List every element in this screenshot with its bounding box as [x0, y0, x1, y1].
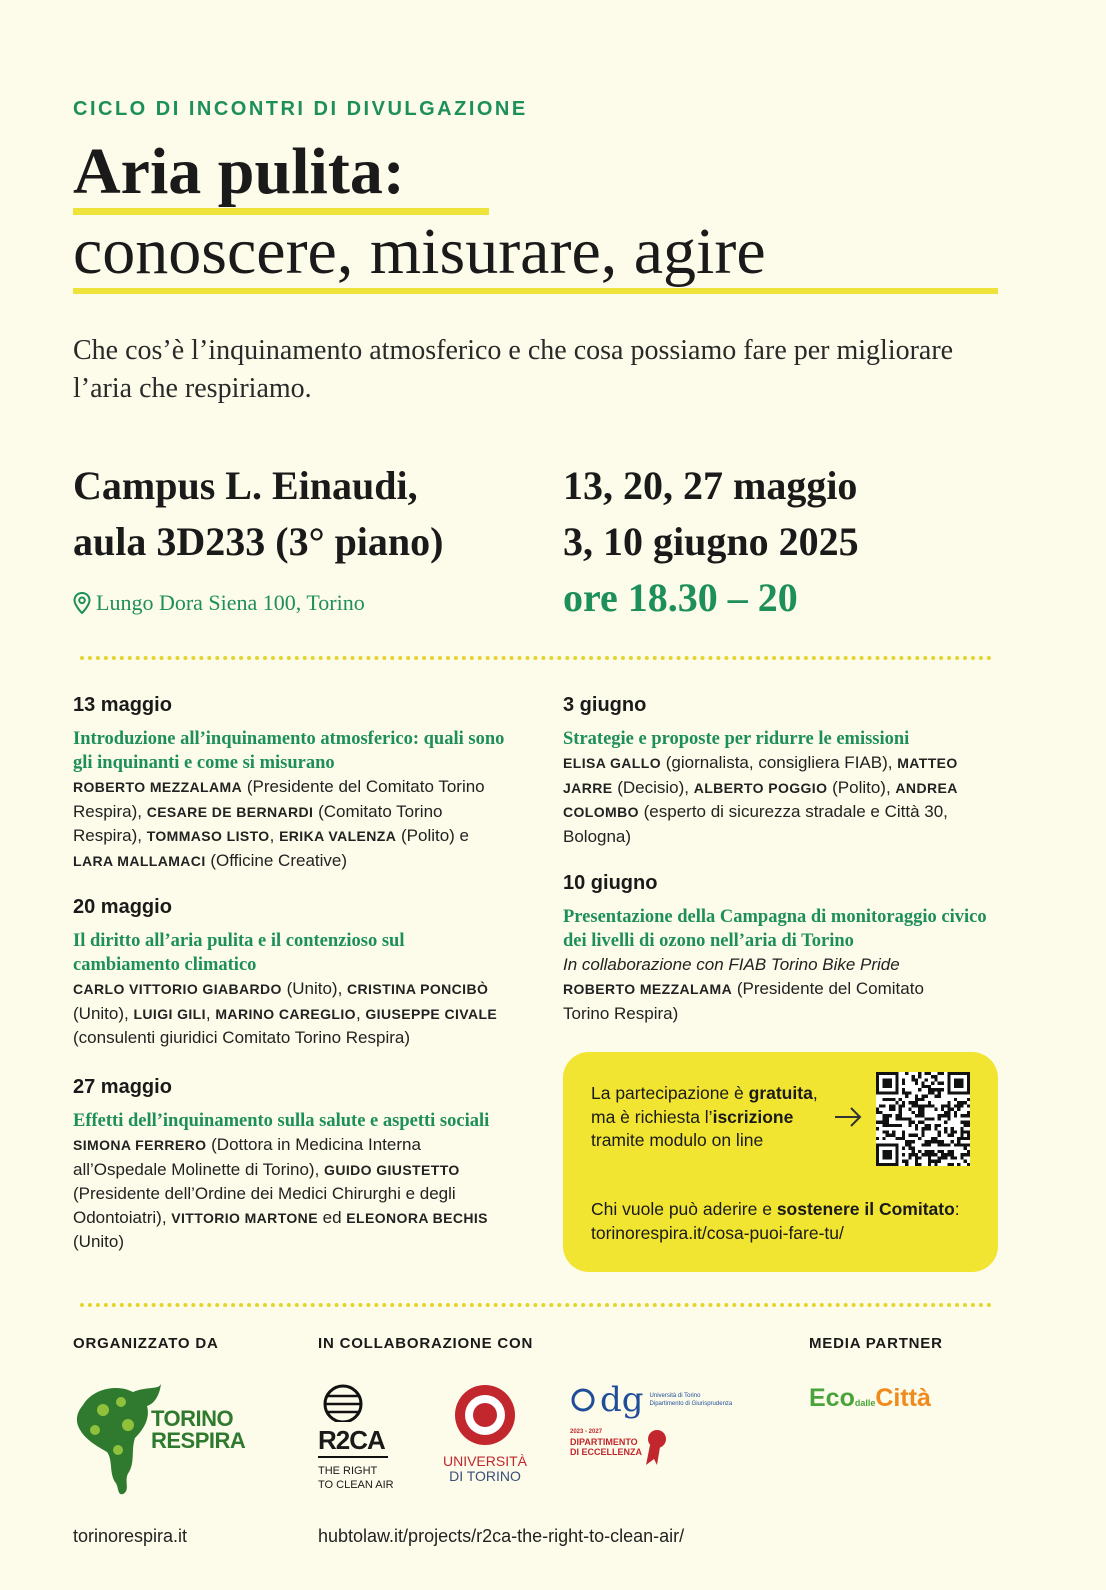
speaker-name: MATTEO JARRE	[563, 755, 958, 796]
registration-text-e: tramite modulo on line	[591, 1130, 764, 1150]
event-day: 20 maggio	[73, 896, 172, 918]
event-20-maggio	[73, 896, 513, 1050]
event-speakers	[73, 775, 513, 873]
speaker-affiliation: (Presidente del Comitato Torino Respira),	[73, 777, 485, 821]
r2ca-tagline-2: TO CLEAN AIR	[318, 1479, 394, 1491]
intro-text: Che cos’è l’inquinamento atmosferico e che cosa possiamo fare per migliorare l’aria che respiriamo.	[73, 335, 954, 404]
speaker-affiliation: (Comitato Torino Respira),	[73, 801, 443, 845]
event-day: 3 giugno	[563, 694, 647, 716]
speaker-affiliation: (Decisio),	[612, 777, 694, 797]
speaker-affiliation: (Polito),	[827, 777, 896, 797]
event-speakers	[563, 751, 983, 848]
event-speakers	[73, 1133, 513, 1254]
speaker-name: CARLO VITTORIO GIABARDO	[73, 981, 282, 997]
event-day: 27 maggio	[73, 1076, 172, 1098]
speaker-affiliation: (Unito),	[281, 979, 348, 998]
speaker-name: ALBERTO POGGIO	[693, 779, 828, 796]
collaboration-label: IN COLLABORAZIONE CON	[318, 1335, 534, 1352]
event-title: Strategie e proposte per ridurre le emissioni	[563, 729, 910, 749]
dg-excellence-1: DIPARTIMENTO	[570, 1437, 638, 1447]
event-speakers	[73, 977, 513, 1050]
dg-excellence-2: DI ECCELLENZA	[570, 1447, 642, 1457]
ecodallecitta-logo	[809, 1384, 949, 1424]
speaker-affiliation: (Dottora in Medicina Interna all’Ospedale Molinette di Torino),	[73, 1135, 421, 1179]
speaker-affiliation: ,	[355, 1003, 366, 1023]
speaker-affiliation: (Presidente del Comitato Torino Respira)	[563, 979, 924, 1023]
dg-logo-text: dg	[600, 1380, 644, 1420]
dg-excellence-years: 2023 - 2027	[570, 1429, 603, 1435]
event-title: Presentazione della Campagna di monitoraggio civico dei livelli di ozono nell’aria di Torino	[563, 907, 987, 951]
speaker-name: VITTORIO MARTONE	[171, 1209, 318, 1226]
unito-seal-icon	[453, 1383, 517, 1447]
registration-callout	[563, 1052, 998, 1272]
speaker-affiliation: (Unito),	[73, 1003, 134, 1023]
r2ca-logo-text: R2CA	[318, 1425, 388, 1458]
qr-code-icon[interactable]	[876, 1072, 970, 1166]
page-title-line2: conoscere, misurare, agire	[73, 215, 766, 288]
r2ca-globe-icon	[318, 1382, 368, 1422]
speaker-name: ROBERTO MEZZALAMA	[563, 981, 733, 997]
divider-bottom	[80, 1303, 992, 1307]
speaker-name: CESARE DE BERNARDI	[146, 803, 314, 820]
speaker-affiliation: (Officine Creative)	[205, 850, 348, 870]
event-day: 10 giugno	[563, 872, 658, 894]
eco-logo-text-2: dalle	[854, 1398, 876, 1408]
registration-text-c: , ma è richiesta l’	[591, 1083, 818, 1127]
speaker-name: LARA MALLAMACI	[73, 852, 206, 869]
event-27-maggio	[73, 1076, 513, 1254]
speaker-name: ROBERTO MEZZALAMA	[73, 779, 243, 795]
speaker-name: MARINO CAREGLIO	[215, 1005, 356, 1022]
registration-text	[591, 1082, 841, 1153]
r2ca-tagline-1: THE RIGHT	[318, 1465, 378, 1477]
speaker-name: ERIKA VALENZA	[279, 828, 397, 844]
speaker-name: ELISA GALLO	[563, 755, 661, 771]
unito-logo-text-2: DI TORINO	[449, 1468, 521, 1484]
speaker-name: ANDREA COLOMBO	[563, 779, 958, 820]
speaker-affiliation: (giornalista, consigliera FIAB),	[661, 753, 898, 772]
event-title: Introduzione all’inquinamento atmosferico: quali sono gli inquinanti e come si misurano	[73, 729, 505, 773]
dg-ring-icon	[570, 1387, 596, 1413]
venue	[73, 458, 444, 570]
event-day: 13 maggio	[73, 694, 172, 716]
event-3-giugno	[563, 694, 1003, 848]
dates	[563, 458, 859, 570]
speaker-affiliation: ,	[269, 826, 280, 845]
location-pin-icon	[73, 592, 91, 614]
speaker-affiliation: (Polito) e	[396, 826, 470, 845]
unito-logo	[440, 1383, 530, 1483]
collaboration-url[interactable]: hubtolaw.it/projects/r2ca-the-right-to-clean-air/	[318, 1526, 685, 1546]
registration-text-a: La partecipazione è	[591, 1083, 749, 1103]
organizer-url[interactable]: torinorespira.it	[73, 1526, 188, 1546]
event-note: In collaborazione con FIAB Torino Bike Pride	[563, 955, 900, 974]
arrow-right-icon	[833, 1106, 863, 1128]
dg-logo	[570, 1380, 740, 1493]
speaker-name: SIMONA FERRERO	[73, 1137, 207, 1153]
support-committee: sostenere il Comitato	[776, 1199, 955, 1219]
event-13-maggio	[73, 694, 513, 873]
venue-line2: aula 3D233 (3° piano)	[73, 519, 444, 564]
speaker-name: GUIDO GIUSTETTO	[324, 1161, 460, 1178]
support-text-a: Chi vuole può aderire e	[591, 1199, 777, 1219]
speaker-name: TOMMASO LISTO	[146, 828, 270, 844]
eco-logo-text-3: Città	[875, 1384, 931, 1412]
page-title-line1: Aria pulita:	[73, 135, 405, 208]
torino-respira-emblem-icon	[73, 1380, 163, 1498]
speaker-name: CRISTINA PONCIBÒ	[347, 981, 489, 997]
event-10-giugno	[563, 872, 1003, 1025]
divider-top	[80, 656, 992, 660]
eco-logo-text-1: Eco	[809, 1384, 855, 1412]
speaker-name: LUIGI GILI	[133, 1005, 206, 1022]
speaker-name: ELEONORA BECHIS	[346, 1209, 488, 1226]
support-link[interactable]: : torinorespira.it/cosa-puoi-fare-tu/	[591, 1199, 960, 1243]
kicker: CICLO DI INCONTRI DI DIVULGAZIONE	[73, 98, 528, 120]
speaker-affiliation: (consulenti giuridici Comitato Torino Respira)	[73, 1028, 410, 1047]
media-partner-label: MEDIA PARTNER	[809, 1335, 943, 1352]
dg-subtitle-1: Università di Torino	[649, 1393, 701, 1399]
event-speakers	[563, 977, 963, 1025]
venue-line1: Campus L. Einaudi,	[73, 463, 418, 508]
speaker-affiliation: (Unito)	[73, 1232, 125, 1251]
torino-respira-logo	[73, 1380, 246, 1500]
venue-address-text: Lungo Dora Siena 100, Torino	[96, 590, 365, 615]
torino-respira-logo-text-1: TORINO	[151, 1406, 234, 1431]
speaker-affiliation: ed	[317, 1207, 347, 1227]
dates-line1: 13, 20, 27 maggio	[563, 463, 858, 508]
dates-line2: 3, 10 giugno 2025	[563, 519, 859, 564]
registration-free: gratuita	[748, 1083, 813, 1103]
speaker-affiliation: (Presidente dell’Ordine dei Medici Chirurghi e degli Odontoiatri),	[73, 1184, 456, 1227]
venue-address	[73, 590, 365, 616]
r2ca-logo	[318, 1382, 408, 1507]
support-text	[591, 1197, 991, 1245]
hours: ore 18.30 – 20	[563, 575, 798, 620]
speaker-affiliation: (esperto di sicurezza stradale e Città 30, Bologna)	[563, 802, 948, 846]
speaker-affiliation: ,	[205, 1003, 216, 1023]
organizer-label: ORGANIZZATO DA	[73, 1335, 219, 1352]
ribbon-icon	[642, 1427, 672, 1467]
speaker-name: GIUSEPPE CIVALE	[365, 1005, 498, 1022]
unito-logo-text-1: UNIVERSITÀ	[442, 1453, 527, 1469]
event-title: Effetti dell’inquinamento sulla salute e aspetti sociali	[73, 1111, 490, 1131]
dg-subtitle-2: Dipartimento di Giurisprudenza	[649, 1401, 733, 1407]
torino-respira-logo-text-2: RESPIRA	[151, 1428, 246, 1453]
event-title: Il diritto all’aria pulita e il contenzioso sul cambiamento climatico	[73, 931, 405, 975]
registration-required: iscrizione	[712, 1106, 794, 1127]
